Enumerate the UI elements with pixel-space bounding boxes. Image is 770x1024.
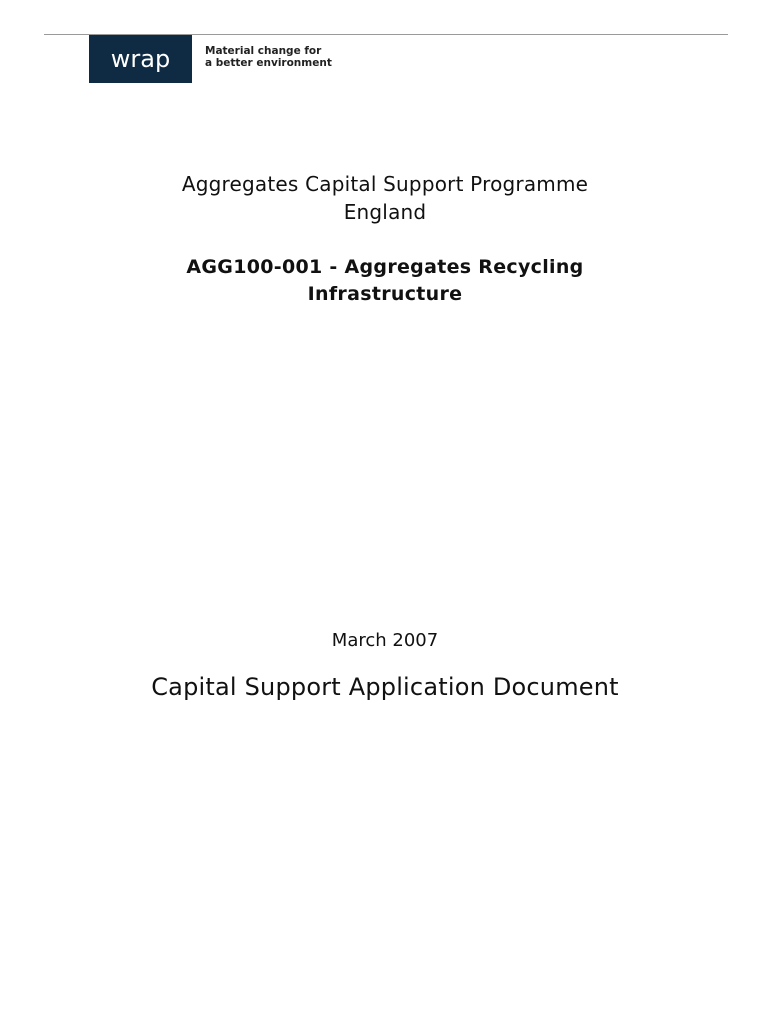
programme-title [0, 170, 770, 226]
document-date: March 2007 [331, 630, 439, 651]
project-title [0, 254, 770, 308]
wrap-logo [89, 35, 192, 83]
logo-text: wrap [110, 45, 171, 73]
project-line-2: Infrastructure [307, 283, 463, 305]
tagline-line-2: a better environment [205, 57, 332, 69]
project-line-1: AGG100-001 - Aggregates Recycling [186, 256, 584, 278]
programme-line-1: Aggregates Capital Support Programme [181, 172, 589, 196]
logo-tagline [205, 45, 385, 69]
document-title: Capital Support Application Document [151, 673, 619, 701]
tagline-line-1: Material change for [205, 45, 322, 57]
programme-line-2: England [343, 200, 427, 224]
